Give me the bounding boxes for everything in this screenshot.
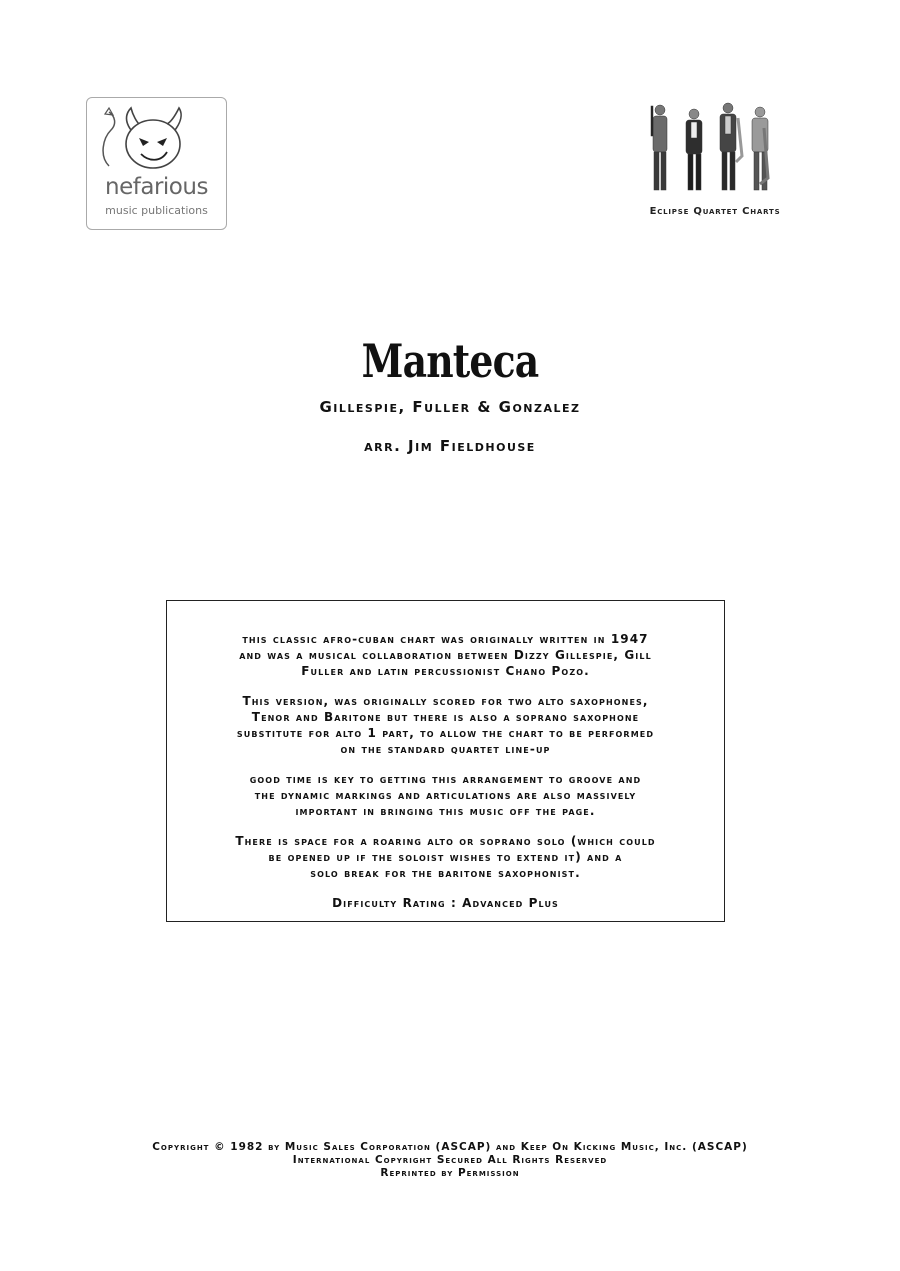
description-line: This version, was originally scored for two alto saxophones,: [242, 694, 649, 708]
description-line: on the standard quartet line-up: [340, 742, 551, 756]
musician-3: [720, 103, 742, 190]
description-paragraph: [167, 693, 724, 757]
composers: Gillespie, Fuller & Gonzalez: [319, 398, 581, 416]
description-line: Tenor and Baritone but there is also a soprano saxophone: [251, 710, 640, 724]
permission-line: Reprinted by Permission: [380, 1167, 520, 1179]
description-line: be opened up if the soloist wishes to extend it) and a: [268, 850, 623, 864]
description-line: the dynamic markings and articulations are also massively: [254, 788, 637, 802]
description-line: There is space for a roaring alto or soprano solo (which could: [235, 834, 656, 848]
logo-subtitle: music publications: [105, 204, 208, 217]
description-line: solo break for the baritone saxophonist.: [310, 866, 581, 880]
copyright-line: Copyright © 1982 by Music Sales Corporation (ASCAP) and Keep On Kicking Music, Inc. (ASCAP): [152, 1141, 748, 1153]
description-paragraph: [167, 771, 724, 819]
series-caption: Eclipse Quartet Charts: [649, 206, 781, 217]
description-line: substitute for alto 1 part, to allow the chart to be performed: [236, 726, 655, 740]
description-line: this classic afro-cuban chart was originally written in 1947: [242, 632, 649, 646]
description-line: good time is key to getting this arrangement to groove and: [249, 772, 642, 786]
description-line: Fuller and latin percussionist Chano Pozo.: [301, 664, 590, 678]
publisher-logo: [86, 97, 227, 230]
description-box: [166, 600, 725, 922]
copyright-footer: [0, 1141, 900, 1180]
saxophone-quartet-photo: [646, 98, 776, 196]
musician-4: [752, 107, 768, 190]
description-line: important in bringing this music off the page.: [295, 804, 596, 818]
musician-2: [686, 109, 702, 190]
description-line: and was a musical collaboration between Dizzy Gillespie, Gill: [239, 648, 652, 662]
musician-1: [651, 105, 667, 190]
description-paragraph: [167, 631, 724, 679]
difficulty-rating: Difficulty Rating : Advanced Plus: [332, 896, 559, 910]
description-paragraph: [167, 833, 724, 881]
arranger: arr. Jim Fieldhouse: [364, 437, 536, 455]
piece-title: Manteca: [361, 334, 539, 388]
copyright-secured-line: International Copyright Secured All Rights Reserved: [292, 1154, 608, 1166]
devil-face-icon: [95, 104, 219, 176]
logo-name: nefarious: [105, 174, 208, 200]
